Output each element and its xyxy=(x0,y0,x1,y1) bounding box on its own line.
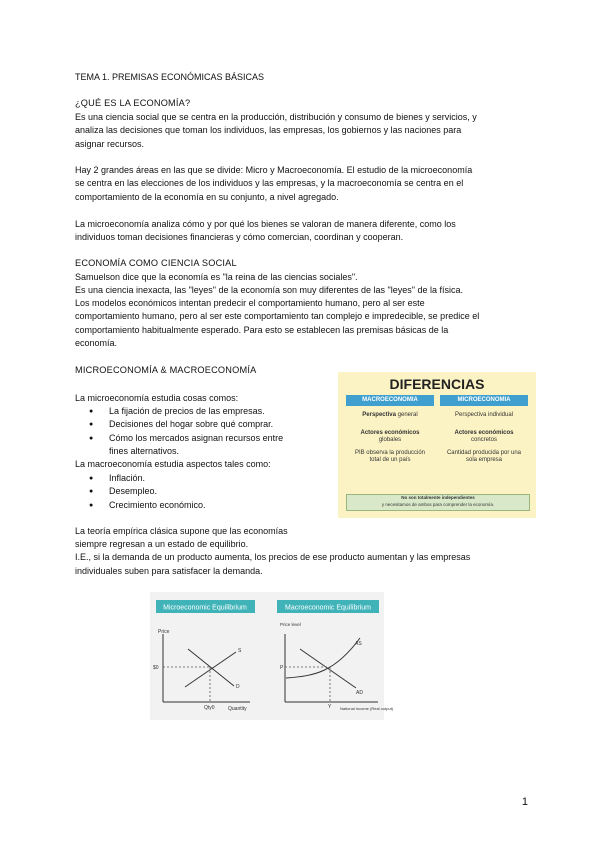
macro-title: Macroeconomic Equilibrium xyxy=(285,604,371,612)
demand-label: D xyxy=(236,684,240,690)
theory-line-1: La teoría empírica clásica supone que las economías xyxy=(75,526,288,536)
theory-line-3: I.E., si la demanda de un producto aumenta, los precios de ese producto aumentan y las empresas xyxy=(75,552,471,562)
diferencias-card xyxy=(338,372,536,518)
ciencia-inexacta-line: Es una ciencia inexacta, las "leyes" de la economía son muy diferentes de las "leyes" de la física. xyxy=(75,285,463,295)
micro-intro: La microeconomía estudia cosas comos: xyxy=(75,393,239,403)
text-line: Cómo los mercados asignan recursos entre xyxy=(109,432,284,443)
paragraph-definition xyxy=(75,111,528,151)
row1-micro: Perspectiva individual xyxy=(454,412,514,418)
micro-price-label: $0 xyxy=(153,665,159,671)
list-item xyxy=(75,432,327,445)
graphs-svg xyxy=(150,592,394,720)
section-heading-ciencia-social: ECONOMÍA COMO CIENCIA SOCIAL xyxy=(75,258,237,268)
paragraph-modelos xyxy=(75,297,528,351)
section-heading-que-es: ¿QUÉ ES LA ECONOMÍA? xyxy=(75,98,191,108)
cell-text: concretos xyxy=(470,437,497,443)
text-line: comportamiento habitualmente esperado. Para esto se establecen las premisas básicas de la xyxy=(75,324,449,335)
page-number: 1 xyxy=(521,796,528,808)
footer-bold: No son totalmente independientes xyxy=(401,495,475,500)
row3-macro: PIB observa la producción total de un país xyxy=(354,450,426,463)
paragraph-areas xyxy=(75,164,528,204)
list-item: ● Crecimiento económico. xyxy=(75,499,327,512)
micro-y-label: Price xyxy=(158,629,170,635)
doc-title: TEMA 1. PREMISAS ECONÓMICAS BÁSICAS xyxy=(75,72,265,82)
cell-text: globales xyxy=(378,437,402,443)
aggregate-demand-curve xyxy=(300,649,356,688)
diferencias-footer xyxy=(346,494,530,511)
list-item: ● Inflación. xyxy=(75,472,327,485)
col-header-micro: MICROECONOMIA xyxy=(440,395,528,406)
diferencias-title: DIFERENCIAS xyxy=(389,376,485,392)
list-item: ● Desempleo. xyxy=(75,485,327,498)
theory-line-4: individuales suben para satisfacer la demanda. xyxy=(75,566,263,576)
row2-micro xyxy=(440,430,528,444)
macro-y-label: Price level xyxy=(280,622,301,627)
text-line: La microeconomía analiza cómo y por qué los bienes se valoran de manera diferente, como los xyxy=(75,219,456,229)
paragraph-microeconomia xyxy=(75,218,528,245)
text-line: economía. xyxy=(75,338,118,349)
row3-micro: Cantidad producida por una sola empresa xyxy=(446,450,522,463)
micro-x-label: Quantity xyxy=(228,706,247,712)
section-heading-micro-macro: MICROECONOMÍA & MACROECONOMÍA xyxy=(75,365,257,375)
cell-bold: Actores económicos xyxy=(454,430,514,436)
micro-title: Microeconomic Equilibrium xyxy=(163,604,247,612)
macro-intro: La macroeconomía estudia aspectos tales como: xyxy=(75,459,271,469)
cell-bold: Perspectiva xyxy=(362,412,396,418)
col-header-macro: MACROECONOMIA xyxy=(346,395,434,406)
micro-qty-label: Qty0 xyxy=(204,705,215,711)
ad-label: AD xyxy=(356,690,363,696)
text-line: Es una ciencia social que se centra en la producción, distribución y consumo de bienes y servicios, y xyxy=(75,112,477,122)
supply-label: S xyxy=(238,648,242,654)
as-label: AS xyxy=(355,641,362,647)
samuelson-line: Samuelson dice que la economía es "la reina de las ciencias sociales". xyxy=(75,272,358,282)
text-line: asignar recursos. xyxy=(75,138,145,149)
text-line: Hay 2 grandes áreas en las que se divide: Micro y Macroeconomía. El estudio de la microeconomía xyxy=(75,165,473,175)
macro-list xyxy=(75,472,327,512)
macro-x-label: National Income (Real output) xyxy=(340,706,394,711)
row1-macro xyxy=(346,412,434,419)
footer-text: y necesitamos de ambos para comprender la economía. xyxy=(381,501,495,507)
row2-macro xyxy=(346,430,434,444)
text-line: se centra en las elecciones de los individuos y las empresas, y la macroeconomía se centra en el xyxy=(75,178,464,189)
theory-line-2: siempre regresan a un estado de equilibrio. xyxy=(75,539,249,549)
equilibrium-graphs-figure xyxy=(150,592,394,720)
text-line: comportamiento de la economía en su conjunto, a nivel agregado. xyxy=(75,191,339,202)
text-line: Los modelos económicos intentan predecir el comportamiento humano, pero al ser este xyxy=(75,298,425,308)
cell-bold: Actores económicos xyxy=(360,430,420,436)
text-line: individuos toman decisiones financieras y cómo comercian, coordinan y cooperan. xyxy=(75,232,404,243)
micro-list xyxy=(75,405,327,445)
list-item: ● La fijación de precios de las empresas. xyxy=(75,405,327,418)
macro-price-label: P xyxy=(280,665,284,671)
list-item-continuation: fines alternativos. xyxy=(109,446,180,456)
list-item: ● Decisiones del hogar sobre qué comprar. xyxy=(75,418,327,431)
macro-output-mark: Y xyxy=(328,704,332,710)
cell-text: general xyxy=(397,412,418,418)
aggregate-supply-curve xyxy=(286,638,360,678)
text-line: analiza las decisiones que toman los individuos, las empresas, los gobiernos y las naciones para xyxy=(75,125,462,136)
text-line: comportamiento humano, pero al ser este comportamiento tan complejo e impredecible, se predice el xyxy=(75,311,480,322)
